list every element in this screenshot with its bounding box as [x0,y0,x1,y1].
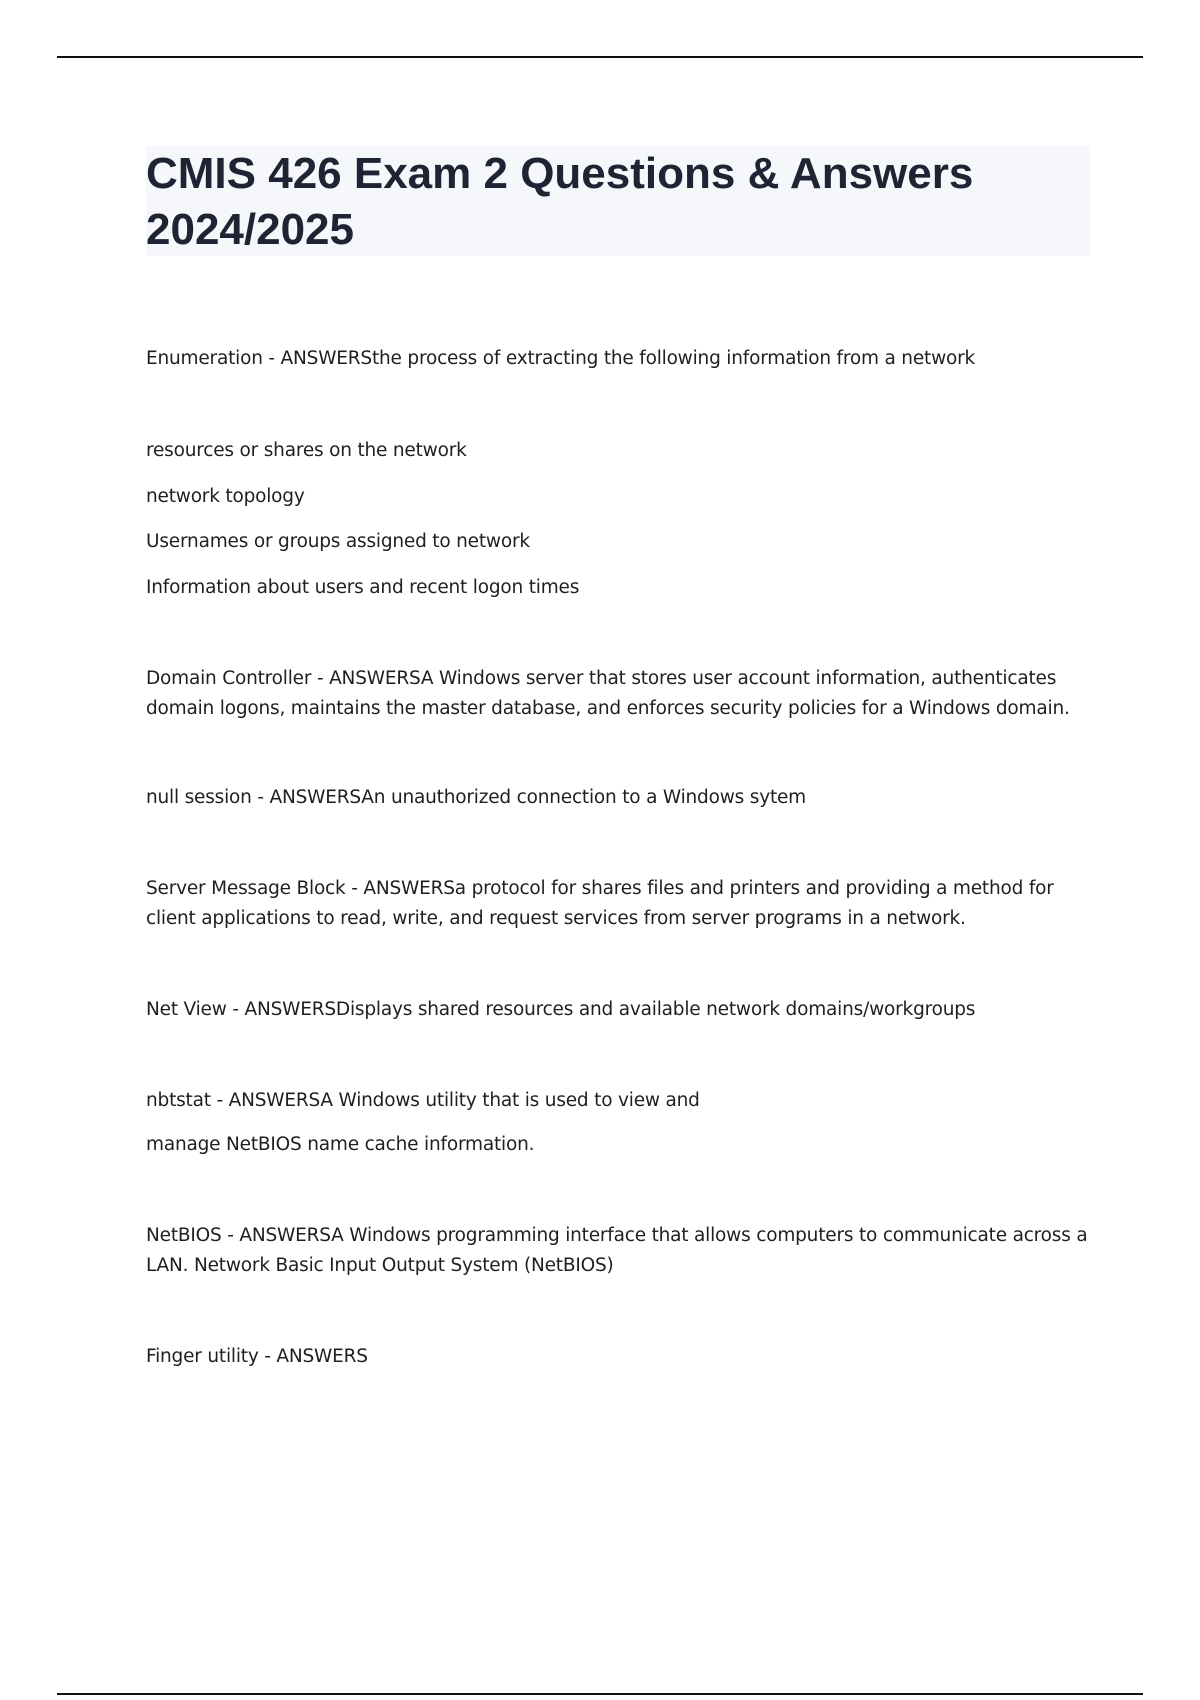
qa-null-session-line-1: null session - ANSWERSAn unauthorized connection to a Windows sytem [146,787,807,808]
list-item-user-info-text: Information about users and recent logon times [146,577,580,598]
bottom-rule [57,1693,1143,1695]
qa-domain-controller-line-2: domain logons, maintains the master database, and enforces security policies for a Windows domain. [146,698,1070,719]
qa-server-message-block [146,874,1106,934]
list-item-resources-text: resources or shares on the network [146,440,467,461]
qa-netbios-line-2: LAN. Network Basic Input Output System (NetBIOS) [146,1255,614,1276]
qa-finger-utility-line-1: Finger utility - ANSWERS [146,1346,368,1367]
list-item-user-info [146,573,1106,603]
qa-nbtstat [146,1086,1106,1116]
list-item-topology-text: network topology [146,486,305,507]
list-item-usernames-text: Usernames or groups assigned to network [146,531,530,552]
qa-enumeration-line-1: Enumeration - ANSWERSthe process of extracting the following information from a network [146,348,976,369]
list-item-topology [146,482,1106,512]
qa-smb-line-2: client applications to read, write, and request services from server programs in a network. [146,908,966,929]
list-item-resources [146,436,1106,466]
qa-nbtstat-line-1: nbtstat - ANSWERSA Windows utility that is used to view and [146,1090,700,1111]
title-line-1: CMIS 426 Exam 2 Questions & Answers [146,149,974,198]
qa-nbtstat-line-2: manage NetBIOS name cache information. [146,1134,535,1155]
qa-domain-controller [146,664,1106,724]
qa-net-view [146,995,1106,1025]
qa-netbios [146,1221,1106,1281]
qa-nbtstat-continued [146,1130,1106,1160]
qa-enumeration [146,344,1106,374]
qa-null-session [146,783,1106,813]
qa-finger-utility [146,1342,1106,1372]
document-title [146,146,1090,258]
top-rule [57,56,1143,58]
list-item-usernames [146,527,1106,557]
qa-smb-line-1: Server Message Block - ANSWERSa protocol for shares files and printers and providing a method for [146,878,1054,899]
qa-netbios-line-1: NetBIOS - ANSWERSA Windows programming interface that allows computers to communicate across a [146,1225,1088,1246]
qa-domain-controller-line-1: Domain Controller - ANSWERSA Windows server that stores user account information, authenticates [146,668,1057,689]
qa-net-view-line-1: Net View - ANSWERSDisplays shared resources and available network domains/workgroups [146,999,976,1020]
title-line-2: 2024/2025 [146,205,354,254]
